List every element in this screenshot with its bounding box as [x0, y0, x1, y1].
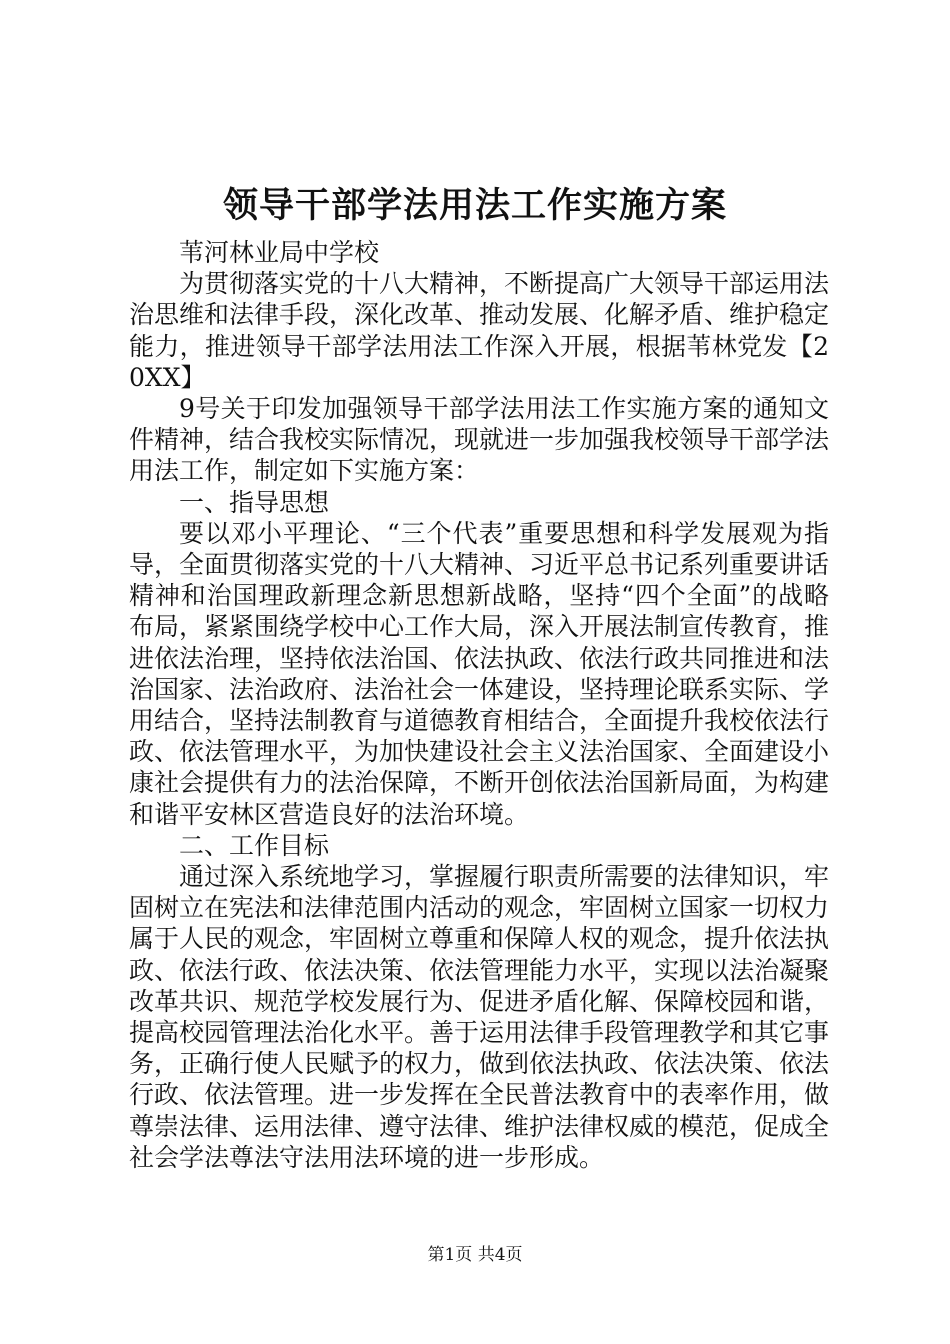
section-heading-guiding-thought: 一、指导思想	[179, 487, 330, 517]
page-number-footer: 第1页 共4页	[427, 1245, 523, 1265]
author-line: 苇河林业局中学校	[179, 238, 380, 267]
document-body	[129, 237, 829, 1173]
intro-paragraph: 为贯彻落实党的十八大精神，不断提高广大领导干部运用法治思维和法律手段，深化改革、推动发展、化解矛盾、维护稳定能力，推进领导干部学法用法工作深入开展，根据苇林党发【20XX】	[129, 269, 830, 392]
document-title: 领导干部学法用法工作实施方案	[222, 185, 727, 226]
intro-paragraph-continued: 9号关于印发加强领导干部学法用法工作实施方案的通知文件精神，结合我校实际情况，现就进一步加强我校领导干部学法用法工作，制定如下实施方案：	[129, 394, 830, 486]
guiding-thought-paragraph: 要以邓小平理论、“三个代表”重要思想和科学发展观为指导，全面贯彻落实党的十八大精神、习近平总书记系列重要讲话精神和治国理政新理念新思想新战略，坚持“四个全面”的战略布局，紧紧围绕学校中心工作大局，深入开展法制宣传教育，推进依法治理，坚持依法治国、依法执政、依法行政共同推进和法治国家、法治政府、法治社会一体建设，坚持理论联系实际、学用结合，坚持法制教育与道德教育相结合，全面提升我校依法行政、依法管理水平，为加快建设社会主义法治国家、全面建设小康社会提供有力的法治保障，不断开创依法治国新局面，为构建和谐平安林区营造良好的法治环境。	[129, 518, 830, 829]
work-goals-paragraph: 通过深入系统地学习，掌握履行职责所需要的法律知识，牢固树立在宪法和法律范围内活动的观念，牢固树立国家一切权力属于人民的观念，牢固树立尊重和保障人权的观念，提升依法执政、依法行政、依法决策、依法管理能力水平，实现以法治凝聚改革共识、规范学校发展行为、促进矛盾化解、保障校园和谐，提高校园管理法治化水平。善于运用法律手段管理教学和其它事务，正确行使人民赋予的权力，做到依法执政、依法决策、依法行政、依法管理。进一步发挥在全民普法教育中的表率作用，做尊崇法律、运用法律、遵守法律、维护法律权威的模范，促成全社会学法尊法守法用法环境的进一步形成。	[129, 862, 830, 1172]
section-heading-work-goals: 二、工作目标	[179, 830, 330, 860]
